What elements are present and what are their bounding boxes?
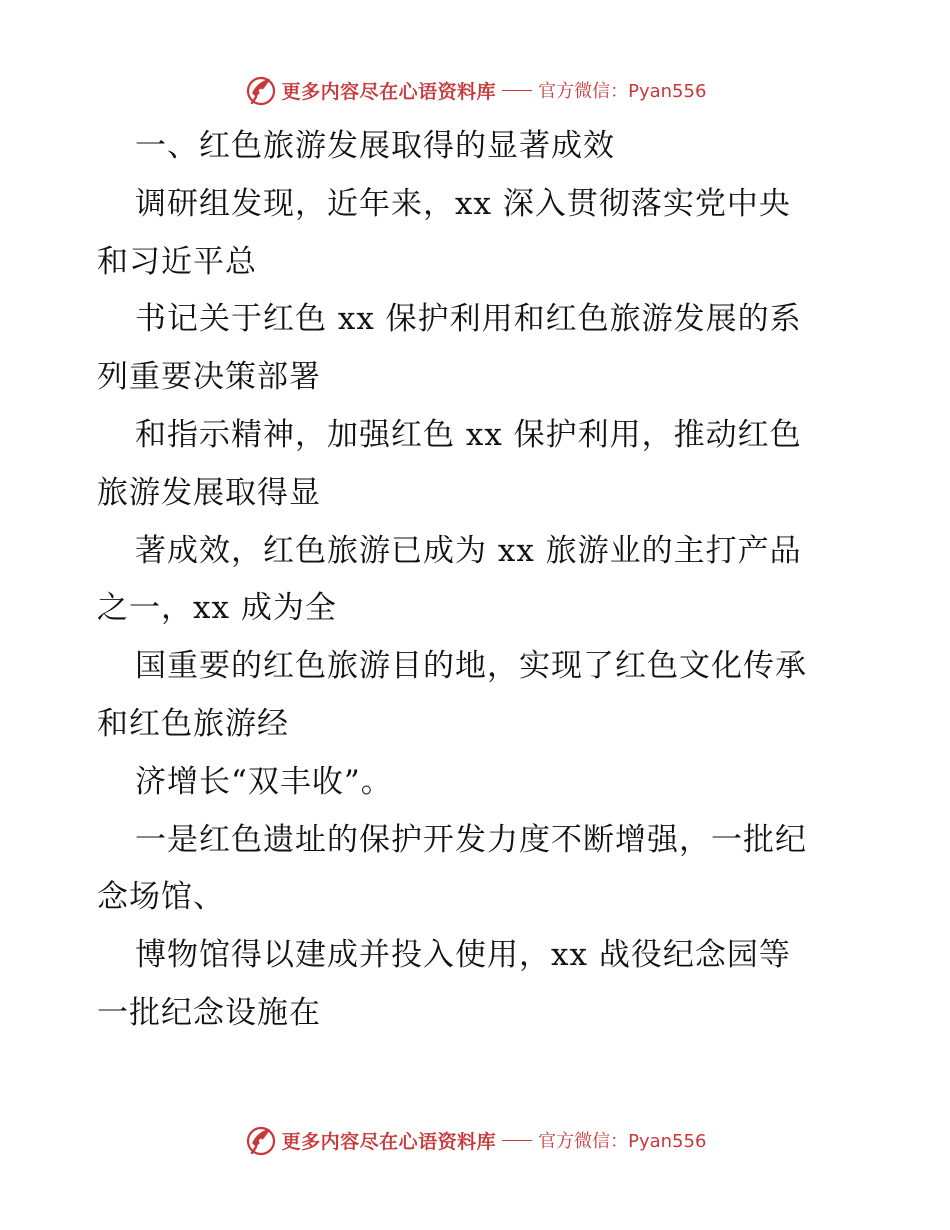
document-body bbox=[97, 118, 857, 1043]
footer-banner-title: 更多内容尽在心语资料库 bbox=[281, 1130, 497, 1153]
footer-banner-content bbox=[244, 1123, 707, 1157]
section-heading: 一、红色旅游发展取得的显著成效 bbox=[135, 128, 615, 164]
header-banner-content bbox=[244, 73, 707, 107]
paragraph-line: 书记关于红色 xx 保护利用和红色旅游发展的系 bbox=[135, 301, 802, 338]
footer-banner-dash bbox=[502, 1140, 532, 1141]
paragraph-line: 国重要的红色旅游目的地，实现了红色文化传承 bbox=[135, 648, 807, 685]
paragraph-line: 列重要决策部署 bbox=[97, 359, 321, 396]
pen-logo-icon bbox=[244, 1123, 278, 1157]
header-banner-wechat: 官方微信：Pyan556 bbox=[538, 81, 707, 102]
paragraph-line: 和红色旅游经 bbox=[97, 705, 289, 742]
paragraph-line: 和习近平总 bbox=[97, 243, 257, 280]
paragraph-line: 博物馆得以建成并投入使用，xx 战役纪念园等 bbox=[135, 937, 791, 974]
paragraph-line: 调研组发现，近年来，xx 深入贯彻落实党中央 bbox=[135, 185, 791, 222]
header-banner-dash bbox=[502, 90, 532, 91]
header-banner bbox=[0, 70, 950, 110]
paragraph-line: 一是红色遗址的保护开发力度不断增强，一批纪 bbox=[135, 821, 807, 858]
paragraph-line: 济增长“双丰收”。 bbox=[135, 763, 393, 800]
paragraph-line: 著成效，红色旅游已成为 xx 旅游业的主打产品 bbox=[135, 532, 802, 569]
footer-banner-wechat: 官方微信：Pyan556 bbox=[538, 1131, 707, 1152]
paragraph-line: 之一，xx 成为全 bbox=[97, 590, 337, 627]
paragraph-line: 一批纪念设施在 bbox=[97, 994, 321, 1031]
paragraph-line: 旅游发展取得显 bbox=[97, 474, 321, 511]
footer-banner bbox=[0, 1120, 950, 1160]
paragraph-line: 和指示精神，加强红色 xx 保护利用，推动红色 bbox=[135, 416, 802, 453]
pen-logo-icon bbox=[244, 73, 278, 107]
header-banner-title: 更多内容尽在心语资料库 bbox=[281, 80, 497, 103]
paragraph-line: 念场馆、 bbox=[97, 879, 225, 916]
